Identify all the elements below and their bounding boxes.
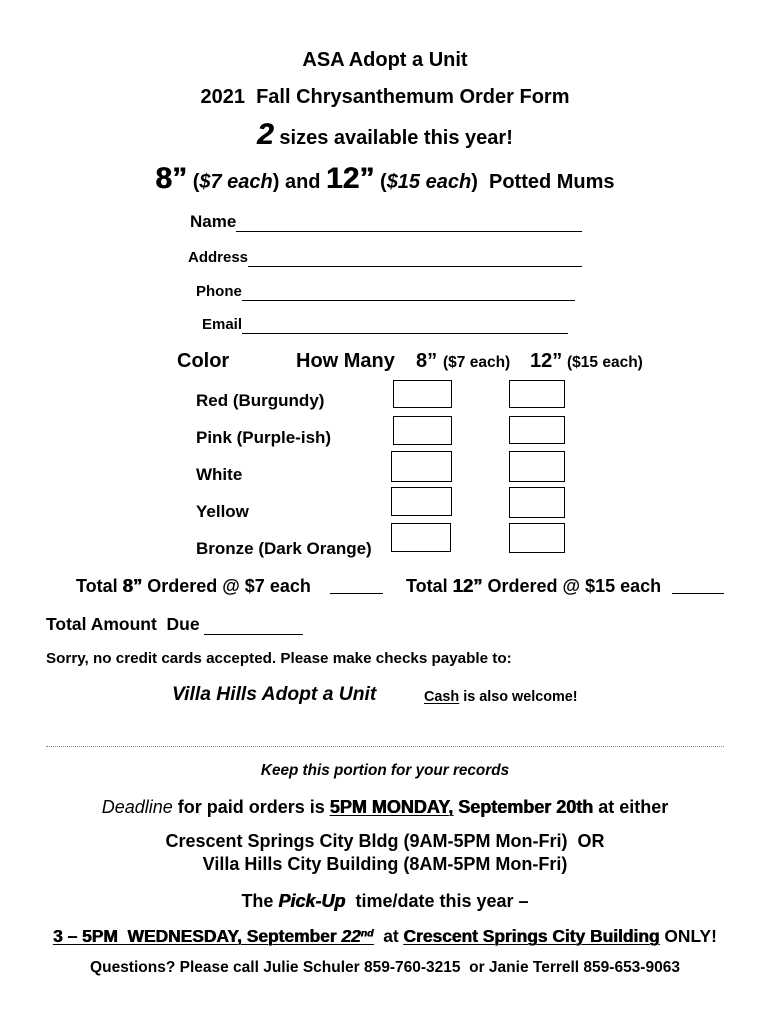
total-size-12-inch: 12” xyxy=(452,575,483,596)
email-input[interactable] xyxy=(242,317,568,334)
size-8-inch: 8” xyxy=(155,162,188,195)
amount-due-row xyxy=(46,612,303,636)
amount-due-input[interactable] xyxy=(204,614,303,634)
quantity-12-inch-box[interactable] xyxy=(509,451,565,482)
pickup-only: ONLY! xyxy=(659,926,717,946)
location-villa-hills: Villa Hills City Building (8AM-5PM Mon-Fri) xyxy=(202,854,568,874)
keep-note: Keep this portion for your records xyxy=(260,762,510,779)
email-field-row xyxy=(202,315,568,335)
name-label: Name xyxy=(190,212,237,231)
sizes-available-text: sizes available this year! xyxy=(273,127,513,149)
quantity-12-inch-box[interactable] xyxy=(509,380,565,408)
address-field-row xyxy=(188,248,582,268)
price-line xyxy=(0,161,770,200)
cash-word: Cash xyxy=(424,689,460,705)
quantity-12-inch-box[interactable] xyxy=(509,416,565,444)
quantity-12-inch-box[interactable] xyxy=(509,487,565,518)
deadline-date: September 20th xyxy=(453,797,594,817)
price-8-inch: $7 each xyxy=(199,171,273,193)
questions-contact-line: Questions? Please call Julie Schuler 859-760-3215 or Janie Terrell 859-653-9063 xyxy=(90,959,680,976)
pickup-location: Crescent Springs City Building xyxy=(403,926,660,946)
email-label: Email xyxy=(202,316,243,333)
price-paren-open-2: ( xyxy=(374,171,387,193)
column-color: Color xyxy=(177,350,230,372)
address-label: Address xyxy=(188,249,249,266)
color-label: Pink (Purple-ish) xyxy=(196,428,332,447)
pickup-the: The xyxy=(241,891,279,911)
total-ordered-text: Ordered @ $15 each xyxy=(482,576,662,596)
pickup-day-suffix: nd xyxy=(360,928,374,940)
total-word: Total xyxy=(76,576,123,596)
total-8-inch-input[interactable] xyxy=(330,575,383,594)
quantity-12-inch-box[interactable] xyxy=(509,523,565,553)
tear-off-dotted-line xyxy=(46,746,724,747)
deadline-either: at either xyxy=(593,797,669,817)
quantity-8-inch-box[interactable] xyxy=(393,416,452,445)
deadline-text: for paid orders is xyxy=(172,797,330,817)
color-row-yellow xyxy=(190,487,570,519)
price-and: ) and xyxy=(272,171,327,193)
order-table-header xyxy=(0,349,770,373)
product-name: ) Potted Mums xyxy=(471,171,615,193)
total-word: Total xyxy=(406,576,453,596)
form-title: ASA Adopt a Unit xyxy=(302,49,468,71)
pickup-word: Pick-Up xyxy=(278,891,346,911)
pickup-line xyxy=(0,889,770,913)
deadline-day: 5PM MONDAY, xyxy=(329,797,454,817)
amount-due-label: Total Amount Due xyxy=(46,614,200,634)
phone-input[interactable] xyxy=(242,284,575,301)
color-label: Yellow xyxy=(196,502,249,521)
pickup-day-number: 22 xyxy=(341,926,361,946)
column-size-8-inch-price: ($7 each) xyxy=(443,353,511,371)
total-8-inch-label xyxy=(76,574,311,598)
form-subtitle: 2021 Fall Chrysanthemum Order Form xyxy=(200,86,570,108)
column-size-8-inch: 8” xyxy=(416,350,438,372)
sizes-available-line xyxy=(0,117,770,156)
color-row-pink xyxy=(190,416,570,448)
quantity-8-inch-box[interactable] xyxy=(391,523,451,552)
cash-note xyxy=(424,687,578,707)
quantity-8-inch-box[interactable] xyxy=(391,451,452,482)
pickup-time-line xyxy=(0,924,770,948)
payee-name: Villa Hills Adopt a Unit xyxy=(172,684,377,705)
name-field-row xyxy=(190,211,582,233)
deadline-line xyxy=(0,795,770,819)
color-label: Red (Burgundy) xyxy=(196,391,325,410)
color-label: White xyxy=(196,465,243,484)
pickup-time-text: time/date this year – xyxy=(345,891,529,911)
address-input[interactable] xyxy=(248,250,582,267)
color-label: Bronze (Dark Orange) xyxy=(196,539,372,558)
color-row-bronze xyxy=(190,523,570,558)
cash-welcome-text: is also welcome! xyxy=(459,689,578,705)
phone-label: Phone xyxy=(196,283,242,300)
pickup-at: at xyxy=(373,926,404,946)
color-row-white xyxy=(190,451,570,483)
price-12-inch: $15 each xyxy=(386,171,472,193)
column-size-12-inch: 12” xyxy=(530,350,563,372)
column-size-12-inch-price: ($15 each) xyxy=(567,353,643,371)
total-12-inch-label xyxy=(406,574,661,598)
color-row-red xyxy=(190,380,570,412)
location-crescent-springs: Crescent Springs City Bldg (9AM-5PM Mon-Fri) OR xyxy=(165,831,605,851)
pickup-date xyxy=(53,926,373,946)
quantity-8-inch-box[interactable] xyxy=(391,487,452,516)
phone-field-row xyxy=(196,282,575,302)
total-12-inch-input[interactable] xyxy=(672,575,724,594)
sizes-count: 2 xyxy=(257,118,274,151)
column-how-many: How Many xyxy=(296,350,395,372)
total-ordered-text: Ordered @ $7 each xyxy=(142,576,311,596)
price-paren-open: ( xyxy=(187,171,200,193)
payment-note: Sorry, no credit cards accepted. Please make checks payable to: xyxy=(46,650,512,667)
pickup-date-text: 3 – 5PM WEDNESDAY, September xyxy=(53,926,342,946)
quantity-8-inch-box[interactable] xyxy=(393,380,452,408)
name-input[interactable] xyxy=(236,213,582,233)
size-12-inch: 12” xyxy=(326,162,375,195)
total-size-8-inch: 8” xyxy=(122,575,143,596)
deadline-word: Deadline xyxy=(101,797,173,817)
